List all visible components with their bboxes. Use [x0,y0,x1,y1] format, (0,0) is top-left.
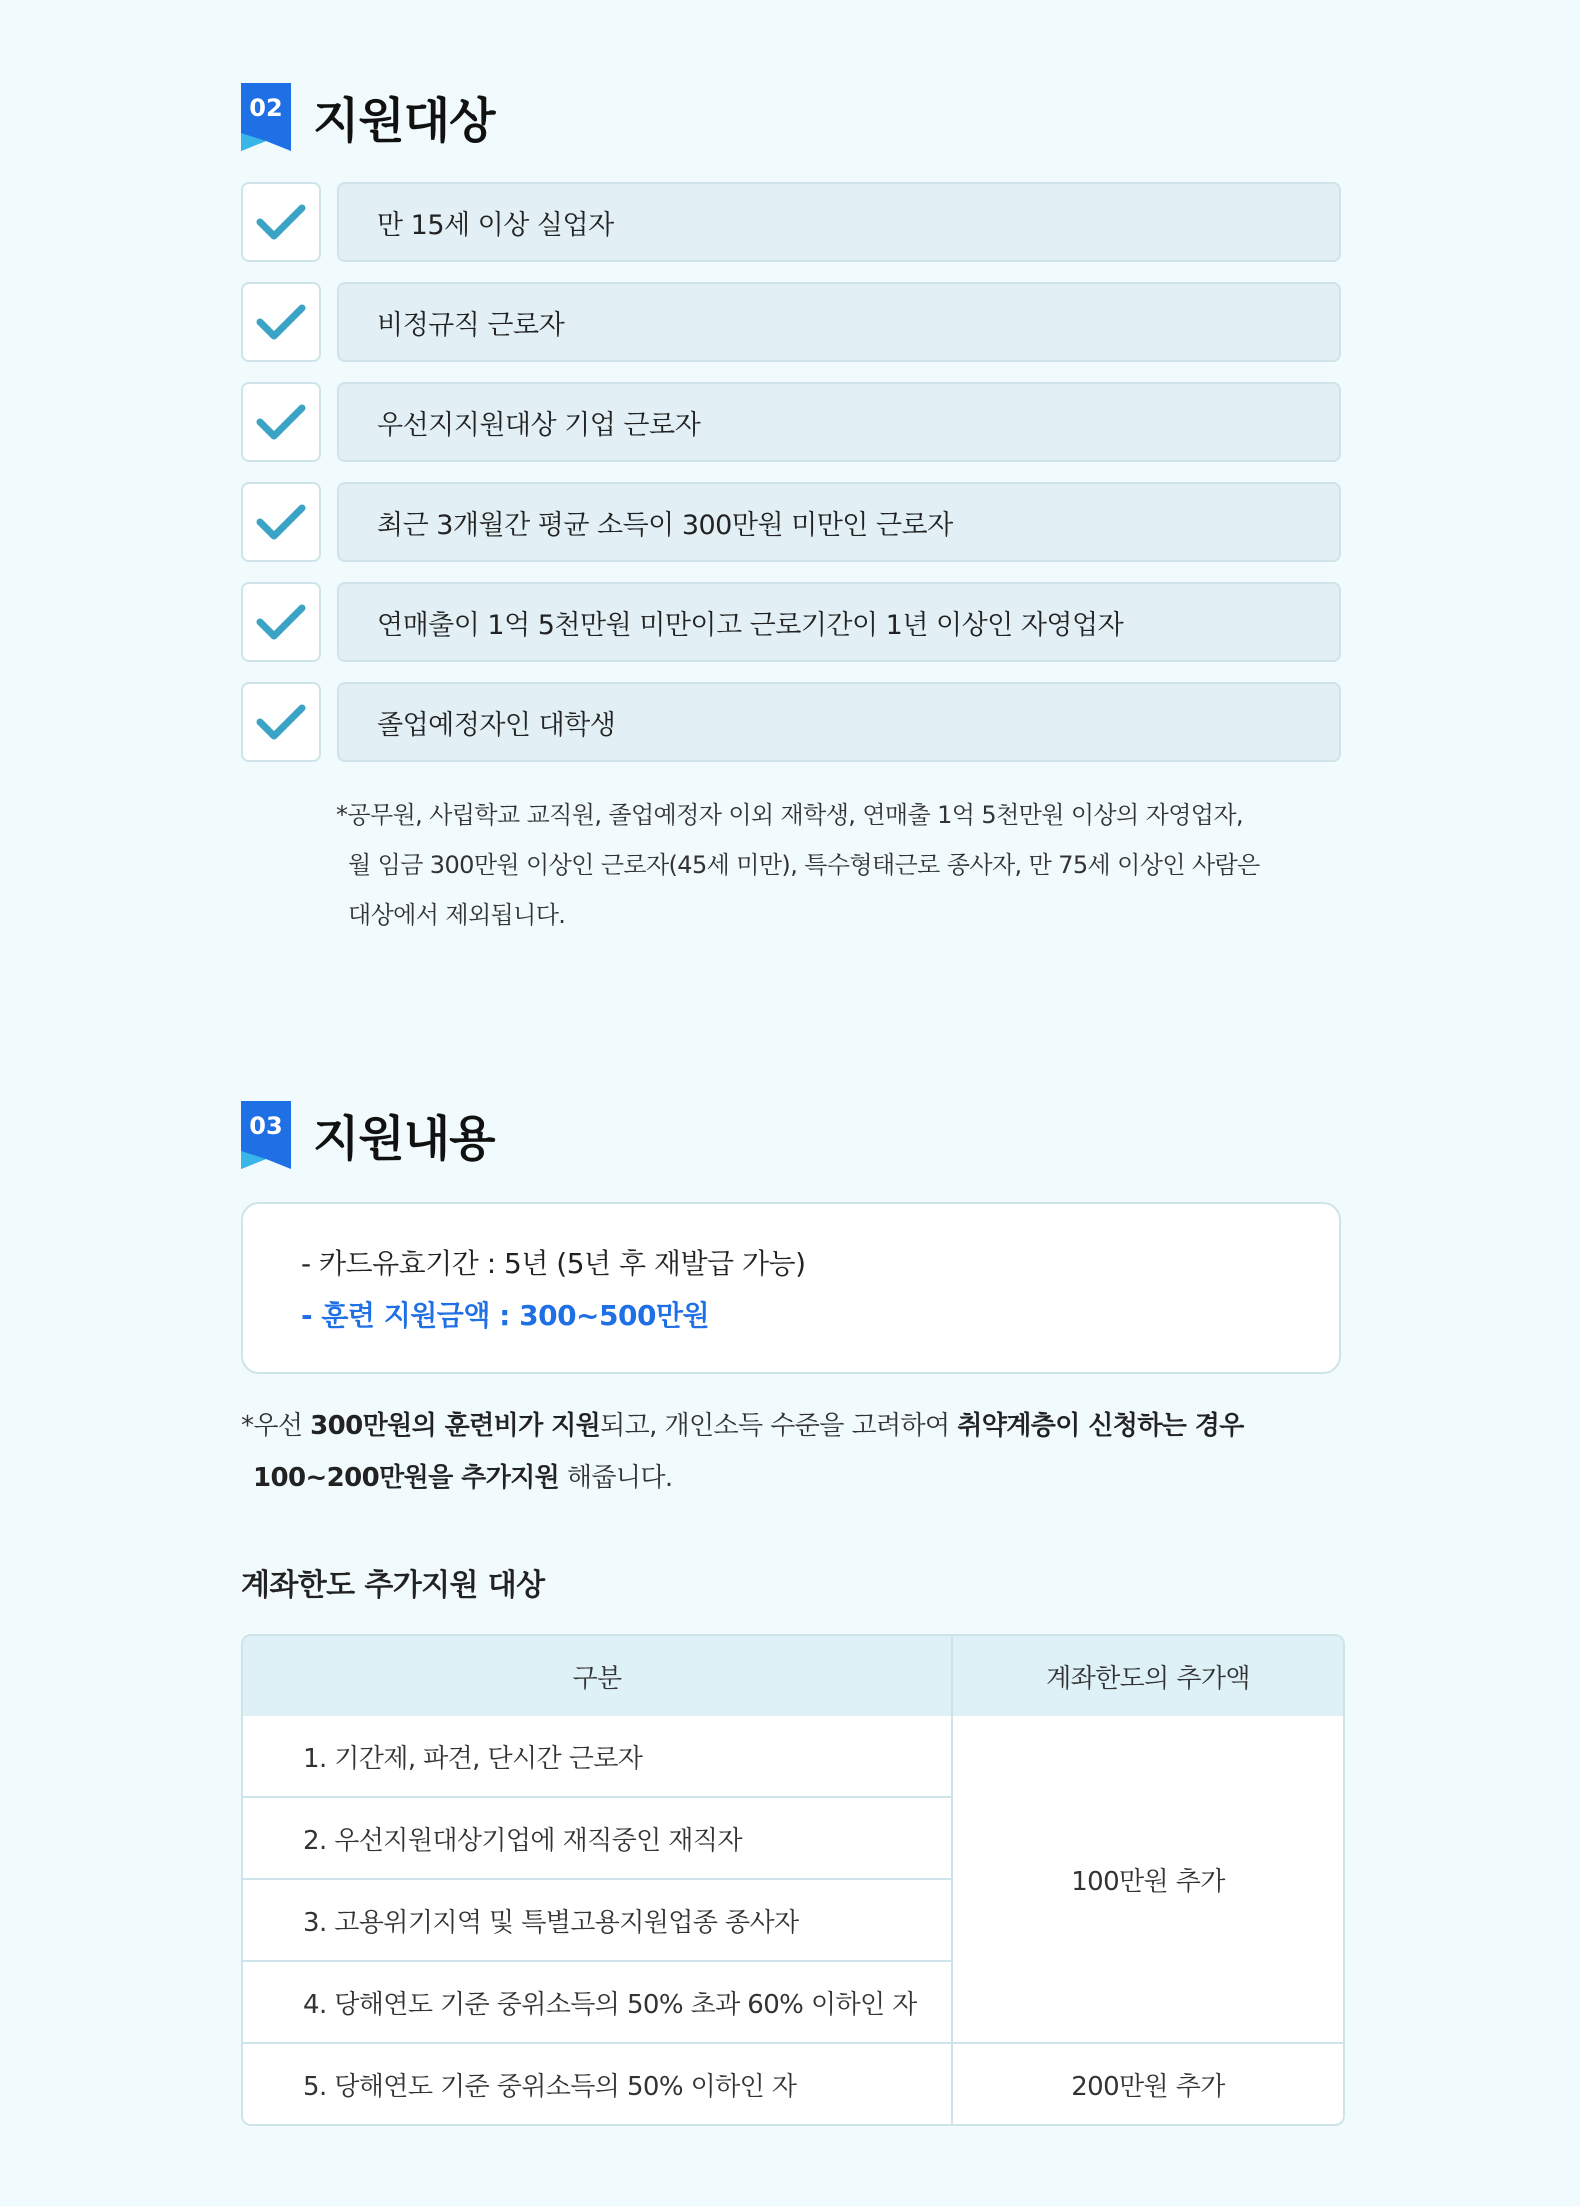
amount-cell: 100만원 추가 [1071,1866,1225,1897]
table-row: 2. 우선지원대상기업에 재직중인 재직자 [303,1825,742,1856]
table-header-amount: 계좌한도의 추가액 [953,1636,1343,1716]
list-item [241,182,1341,262]
ribbon-icon [241,131,291,151]
table-row: 4. 당해연도 기준 중위소득의 50% 초과 60% 이하인 자 [303,1989,917,2020]
note-text: 해줍니다. [559,1463,673,1493]
eligibility-list [241,182,1341,782]
section-number: 03 [241,1101,291,1151]
note-bold: 300만원의 훈련비가 지원 [310,1411,601,1441]
note-bold: 취약계층이 신청하는 경우 [957,1411,1244,1441]
note-text: 되고, 개인소득 수준을 고려하여 [600,1411,958,1441]
list-item [241,582,1341,662]
list-item-label: 졸업예정자인 대학생 [337,682,1341,762]
list-item [241,282,1341,362]
section-title: 지원대상 [313,93,495,149]
section-header-target [241,82,494,151]
list-item-label: 연매출이 1억 5천만원 미만이고 근로기간이 1년 이상인 자영업자 [337,582,1341,662]
list-item-label: 우선지지원대상 기업 근로자 [337,382,1341,462]
amount-cell: 200만원 추가 [1071,2071,1225,2102]
list-item [241,682,1341,762]
note-text: *우선 [241,1411,311,1441]
note-bold: 100~200만원을 추가지원 [253,1463,560,1493]
section-badge [241,1101,291,1169]
training-amount-text: - 훈련 지원금액 : 300~500만원 [301,1299,710,1332]
table-row: 5. 당해연도 기준 중위소득의 50% 이하인 자 [303,2071,797,2102]
support-note [241,1400,1341,1504]
section-title: 지원내용 [313,1111,495,1167]
card-validity-text: - 카드유효기간 : 5년 (5년 후 재발급 가능) [301,1247,806,1280]
info-box [241,1202,1341,1374]
section-badge [241,83,291,151]
check-icon [241,482,321,562]
note-line: 대상에서 제외됩니다. [348,901,566,929]
check-icon [241,682,321,762]
note-line: 월 임금 300만원 이상인 근로자(45세 미만), 특수형태근로 종사자, 만 75세 이상인 사람은 [348,851,1260,879]
table-row: 3. 고용위기지역 및 특별고용지원업종 종사자 [303,1907,799,1938]
check-icon [241,282,321,362]
check-icon [241,182,321,262]
exclusion-note [336,790,1346,940]
ribbon-icon [241,1149,291,1169]
check-icon [241,582,321,662]
list-item-label: 비정규직 근로자 [337,282,1341,362]
section-header-content [241,1100,494,1169]
table-row: 1. 기간제, 파견, 단시간 근로자 [303,1743,643,1774]
section-number: 02 [241,83,291,133]
table-title: 계좌한도 추가지원 대상 [241,1568,545,1603]
additional-support-table [241,1634,1345,2126]
list-item-label: 만 15세 이상 실업자 [337,182,1341,262]
list-item [241,482,1341,562]
table-header-category: 구분 [243,1636,951,1716]
check-icon [241,382,321,462]
list-item-label: 최근 3개월간 평균 소득이 300만원 미만인 근로자 [337,482,1341,562]
list-item [241,382,1341,462]
note-line: *공무원, 사립학교 교직원, 졸업예정자 이외 재학생, 연매출 1억 5천만원 이상의 자영업자, [336,801,1243,829]
